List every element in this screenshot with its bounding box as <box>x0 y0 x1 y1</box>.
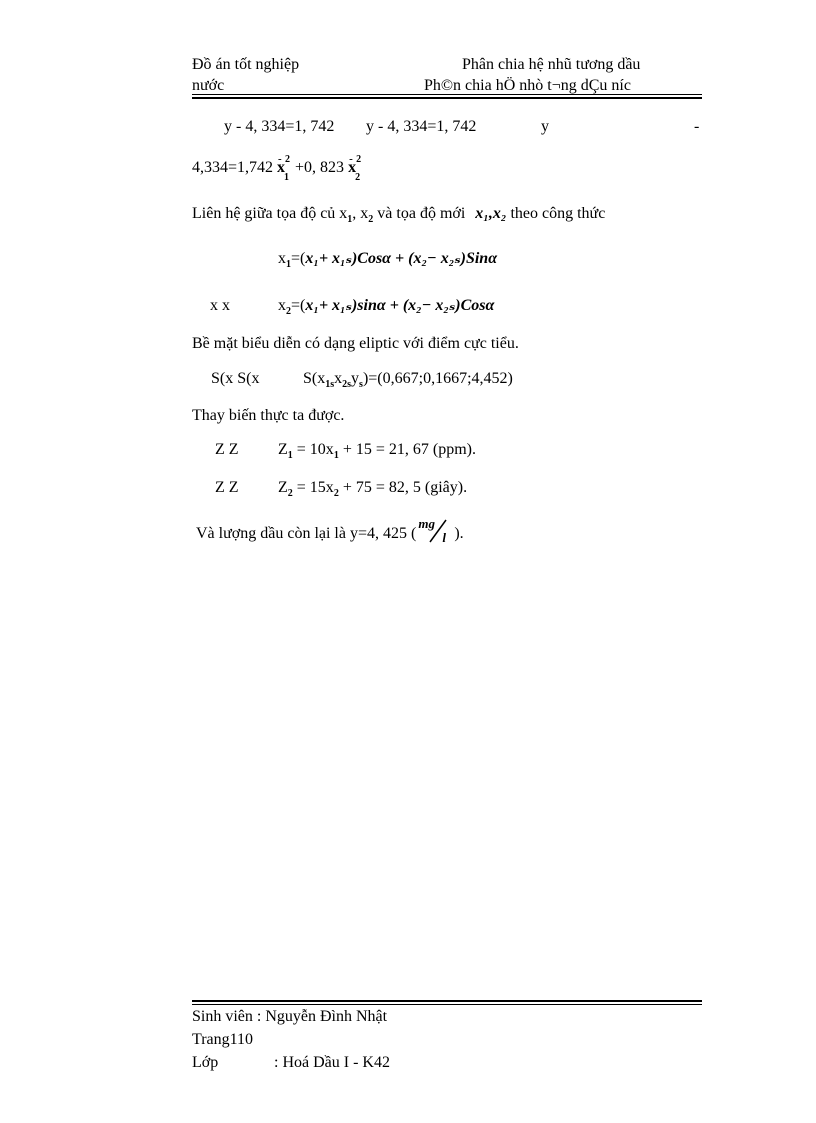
formula1-body: x₁+ x₁ₛ)Cosα + (x₂− x₂ₛ)Sinα <box>305 250 498 267</box>
relation-text-c: và tọa độ mới <box>373 205 466 222</box>
remaining-oil <box>196 516 464 545</box>
formula2-ghost: x x <box>210 297 230 314</box>
footer-class-label: Lớp <box>192 1054 219 1071</box>
point-text-a: S(x <box>303 370 326 387</box>
z1-equation <box>278 440 476 460</box>
point-ghost: S(x S(x <box>211 370 260 387</box>
equation-line-1b: y - 4, 334=1, 742 <box>366 118 477 135</box>
z1-text-a: = 10x <box>292 441 334 458</box>
header-left-title: Đồ án tốt nghiệp <box>192 56 300 73</box>
footer-rule-top <box>192 1000 702 1002</box>
z2-equation <box>278 478 467 498</box>
header-rule-bottom <box>192 97 702 99</box>
relation-line <box>192 204 605 224</box>
point-text-c: y <box>351 370 360 387</box>
point-sub-2s: 2s <box>342 379 352 391</box>
unit-numerator: mg <box>418 516 435 531</box>
formula2-eq: =( <box>291 297 306 314</box>
eq2-x2: - x <box>348 158 356 178</box>
formula1-lhs-sub: 1 <box>286 259 291 271</box>
substitute-description: Thay biến thực ta được. <box>192 407 345 424</box>
minimum-point <box>303 369 513 389</box>
z2-text-a: = 15x <box>292 479 334 496</box>
eq2-prefix: 4,334=1,742 <box>192 159 274 176</box>
equation-line-1c: y <box>541 118 549 135</box>
point-sub-s: s <box>359 379 363 391</box>
footer-rule-bottom <box>192 1004 702 1005</box>
formula2-lhs-sub: 2 <box>286 306 291 318</box>
point-text-b: x <box>334 370 343 387</box>
fraction-slash-icon <box>416 518 454 544</box>
z2-ghost: Z Z <box>215 479 239 496</box>
z1-ghost: Z Z <box>215 441 239 458</box>
point-sub-1s: 1s <box>325 379 335 391</box>
footer-student: Sinh viên : Nguyễn Đình Nhật <box>192 1008 388 1025</box>
relation-sub-2: 2 <box>368 214 374 226</box>
relation-text-b: , x <box>352 205 369 222</box>
z1-text-b: + 15 = 21, 67 (ppm). <box>338 441 476 458</box>
z1-x-sub: 1 <box>333 450 339 462</box>
z2-x-sub: 2 <box>333 488 339 500</box>
unit-denominator: l <box>442 530 446 545</box>
z2-lhs: Z <box>278 479 288 496</box>
footer-page-number: Trang110 <box>192 1031 254 1048</box>
header-rule-top <box>192 94 702 95</box>
relation-new-coords: x₁,x₂ <box>475 205 507 222</box>
formula-x2 <box>278 296 494 316</box>
eq2-sup1: 2 <box>285 153 291 165</box>
relation-text-a: Liên hệ giữa tọa độ củ x <box>192 205 348 222</box>
z1-lhs: Z <box>278 441 288 458</box>
unit-fraction <box>416 516 454 545</box>
header-left-subtitle: nước <box>192 77 225 94</box>
eq2-middle: +0, 823 <box>295 159 345 176</box>
equation-line-1d: - <box>694 118 700 135</box>
formula2-lhs: x <box>278 297 286 314</box>
formula-x1 <box>278 249 497 269</box>
z2-lhs-sub: 2 <box>287 488 293 500</box>
eq2-sub2: 2 <box>355 172 361 184</box>
equation-line-1a: y - 4, 334=1, 742 <box>224 118 335 135</box>
formula1-eq: =( <box>291 250 306 267</box>
eq2-sub1: 1 <box>284 172 290 184</box>
relation-text-d: theo công thức <box>510 205 606 222</box>
formula2-body: x₁+ x₁ₛ)sinα + (x₂− x₂ₛ)Cosα <box>305 297 495 314</box>
header-right-subtitle: Ph©n chia hÖ nhò t¬ng dÇu níc <box>424 77 631 94</box>
eq2-x1: - x <box>277 158 285 178</box>
surface-description: Bề mặt biểu diễn có dạng eliptic với điểm cực tiểu. <box>192 335 519 352</box>
oil-text-b: ). <box>454 525 464 542</box>
z1-lhs-sub: 1 <box>287 450 293 462</box>
point-text-d: )=(0,667;0,1667;4,452) <box>362 370 513 387</box>
oil-text-a: Và lượng dầu còn lại là y=4, 425 ( <box>196 525 417 542</box>
z2-text-b: + 75 = 82, 5 (giây). <box>338 479 468 496</box>
footer-class-value: : Hoá Dầu I - K42 <box>274 1054 390 1071</box>
equation-line-2 <box>192 153 366 184</box>
eq2-sup2: 2 <box>356 153 362 165</box>
relation-sub-1: 1 <box>347 214 353 226</box>
header-right-title: Phân chia hệ nhũ tương dầu <box>462 56 641 73</box>
formula1-lhs: x <box>278 250 286 267</box>
